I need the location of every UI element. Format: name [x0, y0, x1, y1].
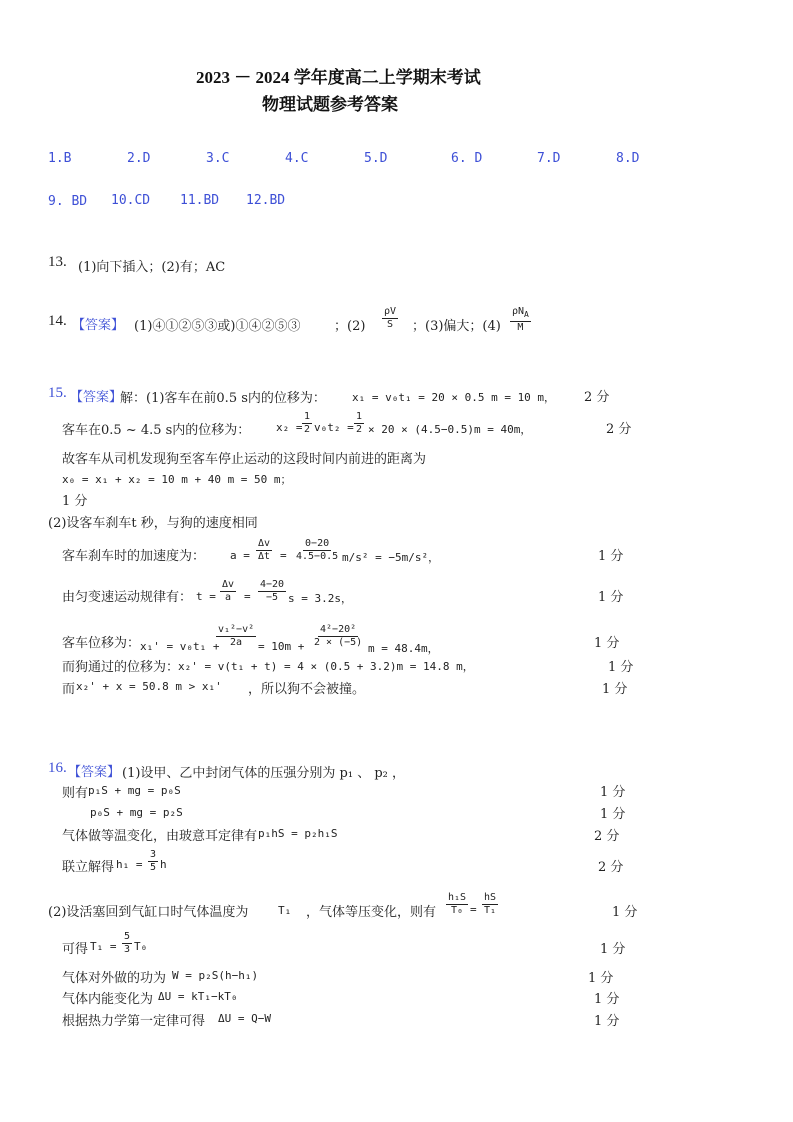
q14-fraction-2: $\frac{\rho N_A}{M}$ [512, 306, 529, 333]
q15-line9-frac-1: $\frac{\text{v₁²−v²}}{2a}$ [218, 624, 255, 648]
q16-line6-label: (2)设活塞回到气缸口时气体温度为 [48, 905, 249, 920]
q16-line4-eq: p₁hS = p₂h₁S [258, 827, 338, 840]
q15-line8-frac-1: $\frac{\Delta v}{a}$ [222, 579, 235, 603]
q15-line8-eq-sign: = [244, 590, 251, 603]
q16-line9-eq: ΔU = kT₁−kT₀ [158, 990, 238, 1003]
mc-answer-4: 4.C [285, 151, 309, 166]
mc-answer-8: 8.D [616, 151, 640, 166]
q16-line1: (1)设甲、乙中封闭气体的压强分别为 p₁ 、 p₂ ， [122, 766, 406, 781]
q16-line6-eq: = [470, 903, 477, 916]
q16-line7-label: 可得 [62, 942, 89, 957]
q15-score-5: 1 分 [594, 636, 620, 651]
q16-tag: 【答案】 [68, 765, 121, 780]
q15-line2-half-2: $\frac{1}{2}$ [356, 411, 363, 435]
q15-line8-tail: s = 3.2s， [288, 592, 352, 605]
q15-line7-frac-1: $\frac{\Delta v}{\Delta t}$ [258, 538, 271, 562]
q16-line6-frac-2: $\frac{hS}{\text{T₁}}$ [484, 892, 497, 916]
q16-line7-a: T₁ = [90, 940, 117, 953]
q15-score-2: 2 分 [606, 422, 632, 437]
q14-fraction-1: $\frac{\rho V}{S}$ [384, 306, 397, 330]
q15-line2-label: 客车在0.5 ~ 4.5 s内的位移为： [62, 423, 251, 438]
q15-line4: x₀ = x₁ + x₂ = 10 m + 40 m = 50 m； [62, 473, 292, 486]
mc-answer-1: 1.B [48, 151, 72, 166]
q16-line7-frac: $\frac{5}{3}$ [124, 931, 131, 955]
mc-answer-9: 9. BD [48, 194, 88, 209]
q15-line2-eq-b: v₀t₂ = [314, 421, 354, 434]
q15-line1-equation: x₁ = v₀t₁ = 20 × 0.5 m = 10 m， [352, 391, 556, 404]
q16-line9-label: 气体内能变化为 [62, 992, 154, 1007]
q15-line8-frac-2: $\frac{4-20}{-5}$ [260, 579, 285, 603]
q16-score-7: 1 分 [588, 971, 614, 986]
q16-score-3: 2 分 [594, 829, 620, 844]
q15-line2-eq-c: × 20 × (4.5−0.5)m = 40m， [368, 423, 532, 436]
q15-line11-b: ，所以狗不会被撞。 [248, 682, 366, 697]
q15-tag: 【答案】 [70, 390, 123, 405]
q15-score-1: 2 分 [584, 390, 610, 405]
q15-line11-a: 而 [62, 682, 76, 697]
q16-number: 16. [48, 760, 67, 776]
q16-line6-var: T₁ [278, 904, 292, 917]
q16-line6-mid: ，气体等压变化，则有 [306, 905, 437, 920]
q16-score-2: 1 分 [600, 807, 626, 822]
q15-line7-tail: m/s² = −5m/s²， [342, 551, 440, 564]
q15-line11-eq: x₂' + x = 50.8 m > x₁' [76, 680, 222, 693]
q14-part2-label: ；(2) [334, 319, 366, 334]
q16-line5-label: 联立解得 [62, 860, 115, 875]
q15-score-6: 1 分 [608, 660, 634, 675]
q14-part3: ；(3)偏大；(4) [412, 319, 501, 334]
q16-line8-label: 气体对外做的功为 [62, 971, 167, 986]
q16-line7-tail: T₀ [134, 940, 148, 953]
q14-part1: (1)④①②⑤③或)①④②⑤③ [134, 319, 301, 334]
mc-answer-3: 3.C [206, 151, 230, 166]
q16-score-8: 1 分 [594, 992, 620, 1007]
q14-tag: 【答案】 [72, 318, 125, 333]
q16-line4-label: 气体做等温变化，由玻意耳定律有 [62, 829, 258, 844]
q15-line9-frac-2: $\frac{\text{4²−20²}}{2 \times (-5)}$ [314, 624, 363, 648]
q15-line3: 故客车从司机发现狗至客车停止运动的这段时间内前进的距离为 [62, 452, 427, 467]
q15-line10-eq: x₂' = v(t₁ + t) = 4 × (0.5 + 3.2)m = 14.8 m， [178, 660, 474, 673]
q15-number: 15. [48, 385, 67, 401]
q16-line5-tail: h [160, 858, 167, 871]
q15-line5-score: 1 分 [62, 494, 88, 509]
exam-title: 2023 － 2024 学年度高二上学期末考试 [196, 68, 481, 87]
q15-line6: (2)设客车刹车t 秒，与狗的速度相同 [48, 516, 258, 531]
exam-subtitle: 物理试题参考答案 [262, 95, 398, 114]
mc-answer-10: 10.CD [111, 193, 151, 208]
q16-score-1: 1 分 [600, 785, 626, 800]
mc-answer-7: 7.D [537, 151, 561, 166]
mc-answer-2: 2.D [127, 151, 151, 166]
q15-line2-half-1: $\frac{1}{2}$ [304, 411, 311, 435]
mc-answer-5: 5.D [364, 151, 388, 166]
q15-line8-label: 由匀变速运动规律有： [62, 590, 193, 605]
q15-line9-tail: m = 48.4m， [368, 642, 439, 655]
q16-line6-frac-1: $\frac{\text{h₁S}}{\text{T₀}}$ [448, 892, 467, 916]
q16-line10-label: 根据热力学第一定律可得 [62, 1014, 206, 1029]
q13-answer: (1)向下插入；(2)有；AC [78, 260, 226, 275]
q15-line9-label: 客车位移为： [62, 636, 141, 651]
q15-line7-a: a = [230, 549, 250, 562]
q15-line8-a: t = [196, 590, 216, 603]
q15-line1-label: 解：(1)客车在前0.5 s内的位移为： [120, 391, 326, 406]
q16-line8-eq: W = p₂S(h−h₁) [172, 969, 259, 982]
q16-line5-frac: $\frac{3}{5}$ [150, 849, 157, 873]
q15-line9-a: x₁' = v₀t₁ + [140, 640, 220, 653]
q14-number: 14. [48, 313, 67, 329]
q16-score-5: 1 分 [612, 905, 638, 920]
mc-answer-6: 6. D [451, 151, 483, 166]
q15-line2-eq-a: x₂ = [276, 421, 303, 434]
mc-answer-12: 12.BD [246, 193, 286, 208]
q15-line7-frac-2: $\frac{0-20}{4.5-0.5}$ [296, 538, 339, 562]
q15-line7-eq-sign: = [280, 549, 287, 562]
q16-line5-a: h₁ = [116, 858, 143, 871]
q15-score-7: 1 分 [602, 682, 628, 697]
q16-line10-eq: ΔU = Q−W [218, 1012, 271, 1025]
q16-line2-eq: p₁S + mg = p₀S [88, 784, 181, 797]
q15-line10-label: 而狗通过的位移为： [62, 660, 180, 675]
mc-answer-11: 11.BD [180, 193, 220, 208]
q15-score-3: 1 分 [598, 549, 624, 564]
q15-line9-b: = 10m + [258, 640, 305, 653]
q16-line2-a: 则有 [62, 786, 89, 801]
q15-score-4: 1 分 [598, 590, 624, 605]
q15-line7-label: 客车刹车时的加速度为： [62, 549, 206, 564]
q16-score-4: 2 分 [598, 860, 624, 875]
q16-line3-eq: p₀S + mg = p₂S [90, 806, 183, 819]
q16-score-6: 1 分 [600, 942, 626, 957]
q13-number: 13. [48, 254, 67, 270]
q16-score-9: 1 分 [594, 1014, 620, 1029]
